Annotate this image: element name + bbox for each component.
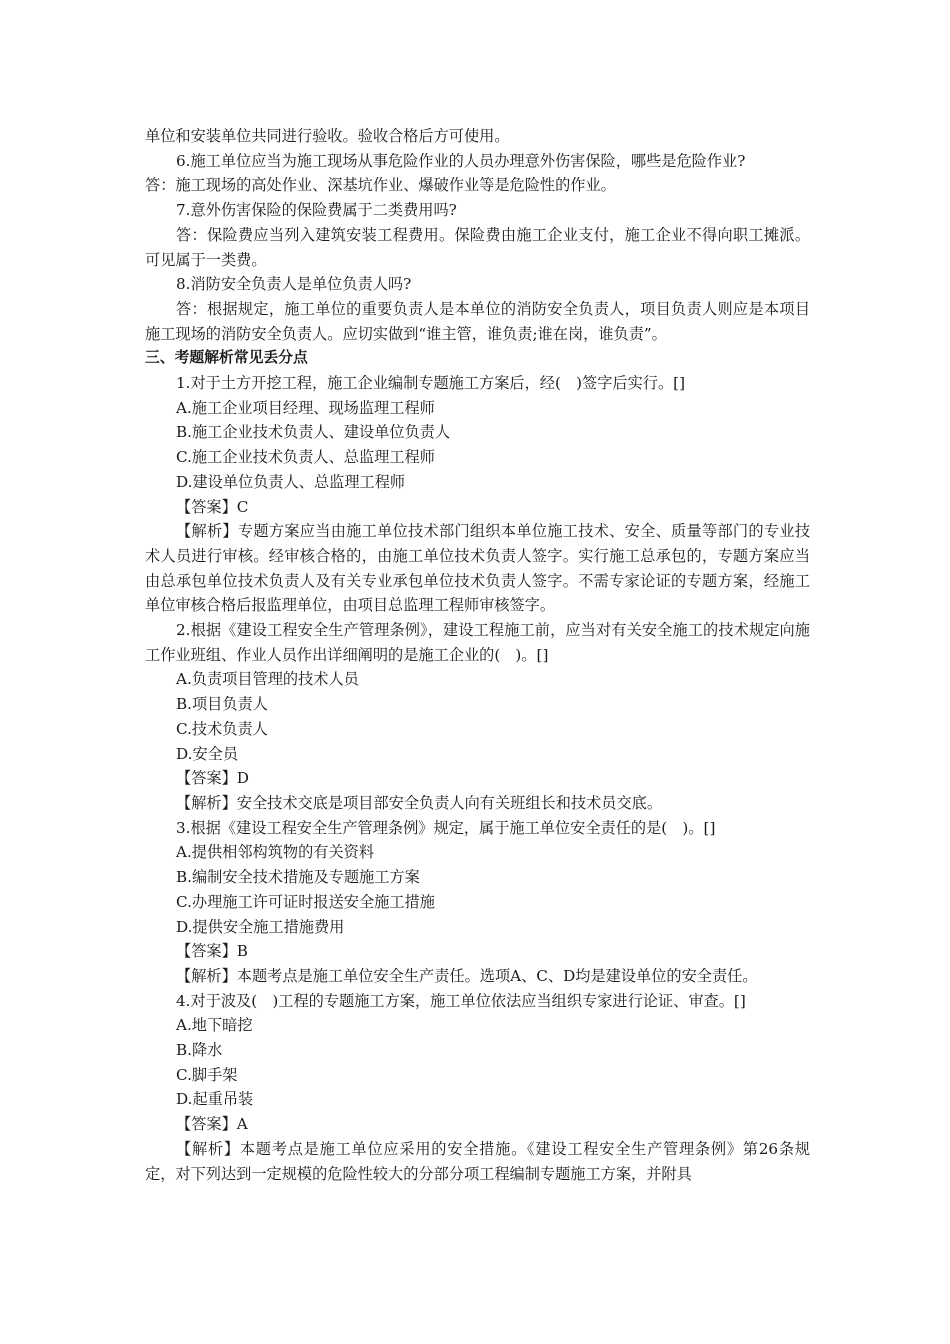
paragraph: 【解析】专题方案应当由施工单位技术部门组织本单位施工技术、安全、质量等部门的专业技术人员进行审核。经审核合格的，由施工单位技术负责人签字。实行施工总承包的，专题方案应当由总承包单位技术负责人及有关专业承包单位技术负责人签字。不需专家论证的专题方案，经施工单位审核合格后报监理单位，由项目总监理工程师审核签字。 (145, 522, 810, 615)
paragraph: 3.根据《建设工程安全生产管理条例》规定，属于施工单位安全责任的是( )。[] (176, 818, 716, 837)
paragraph: 【答案】D (176, 769, 249, 788)
paragraph: B.施工企业技术负责人、建设单位负责人 (176, 423, 451, 442)
paragraph: A.提供相邻构筑物的有关资料 (176, 843, 375, 862)
paragraph: A.负责项目管理的技术人员 (176, 670, 359, 689)
paragraph: B.编制安全技术措施及专题施工方案 (176, 868, 420, 887)
paragraph: 7.意外伤害保险的保险费属于二类费用吗? (176, 201, 457, 220)
section-heading: 三、考题解析常见丢分点 (145, 349, 308, 367)
paragraph: 【答案】C (176, 497, 249, 516)
paragraph: 4.对于波及( )工程的专题施工方案，施工单位依法应当组织专家进行论证、审查。[] (176, 991, 746, 1010)
paragraph: C.办理施工许可证时报送安全施工措施 (176, 892, 435, 911)
paragraph: C.技术负责人 (176, 719, 268, 738)
paragraph: B.降水 (176, 1041, 223, 1060)
paragraph: 【答案】B (176, 942, 248, 961)
paragraph: 2.根据《建设工程安全生产管理条例》，建设工程施工前，应当对有关安全施工的技术规定向施工作业班组、作业人员作出详细阐明的是施工企业的( )。[] (145, 621, 810, 664)
paragraph: D.起重吊装 (176, 1090, 254, 1109)
paragraph: 【解析】安全技术交底是项目部安全负责人向有关班组长和技术员交底。 (176, 793, 662, 812)
paragraph: D.安全员 (176, 744, 239, 763)
paragraph: C.脚手架 (176, 1065, 238, 1084)
paragraph: 6.施工单位应当为施工现场从事危险作业的人员办理意外伤害保险，哪些是危险作业? (176, 151, 746, 170)
paragraph: 1.对于土方开挖工程，施工企业编制专题施工方案后，经( )签字后实行。[] (176, 374, 686, 393)
paragraph: 【解析】本题考点是施工单位应采用的安全措施。《建设工程安全生产管理条例》第26条规定，对下列达到一定规模的危险性较大的分部分项工程编制专题施工方案，并附具 (145, 1139, 810, 1183)
paragraph: D.建设单位负责人、总监理工程师 (176, 472, 406, 491)
paragraph: 【解析】本题考点是施工单位安全生产责任。选项A、C、D均是建设单位的安全责任。 (176, 966, 758, 985)
paragraph: A.施工企业项目经理、现场监理工程师 (176, 398, 435, 417)
paragraph: 【答案】A (176, 1115, 248, 1134)
paragraph: 答：施工现场的高处作业、深基坑作业、爆破作业等是危险性的作业。 (145, 176, 616, 195)
paragraph: D.提供安全施工措施费用 (176, 917, 345, 936)
document-body (145, 124, 810, 1186)
paragraph: C.施工企业技术负责人、总监理工程师 (176, 448, 435, 467)
paragraph: B.项目负责人 (176, 695, 268, 714)
paragraph: 8.消防安全负责人是单位负责人吗? (176, 275, 412, 294)
paragraph: 单位和安装单位共同进行验收。验收合格后方可使用。 (145, 127, 510, 145)
paragraph: 答：保险费应当列入建筑安装工程费用。保险费由施工企业支付，施工企业不得向职工摊派。可见属于一类费。 (145, 225, 810, 269)
paragraph: A.地下暗挖 (176, 1016, 253, 1035)
paragraph: 答：根据规定，施工单位的重要负责人是本单位的消防安全负责人，项目负责人则应是本项目施工现场的消防安全负责人。应切实做到“谁主管，谁负责;谁在岗，谁负责”。 (145, 299, 810, 343)
